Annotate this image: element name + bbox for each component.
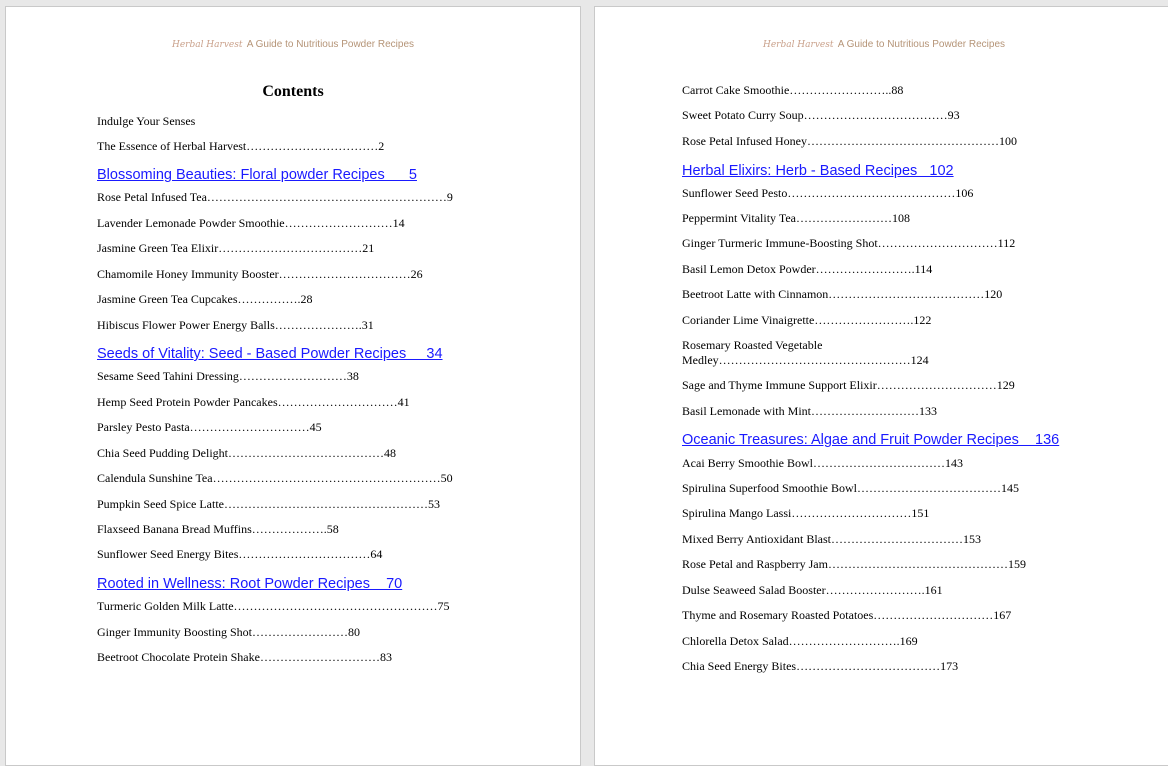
- toc-entry: Spirulina Mango Lassi…………………………151: [682, 506, 930, 520]
- toc-entry: Acai Berry Smoothie Bowl……………………………143: [682, 456, 963, 470]
- page-header: [595, 39, 1168, 50]
- toc-entry: Lavender Lemonade Powder Smoothie………………………14: [97, 216, 405, 230]
- toc-entry: Sweet Potato Curry Soup………………………………93: [682, 108, 960, 122]
- toc-title: Contents: [262, 83, 324, 100]
- toc-entry: Jasmine Green Tea Elixir………………………………21: [97, 241, 375, 255]
- toc-entry: Pumpkin Seed Spice Latte……………………………………………53: [97, 497, 440, 511]
- toc-entry: Beetroot Chocolate Protein Shake…………………………83: [97, 650, 392, 664]
- toc-entry: Beetroot Latte with Cinnamon…………………………………120: [682, 287, 1003, 301]
- toc-entry: Medley…………………………………………124: [682, 353, 929, 367]
- toc-entry: Dulse Seaweed Salad Booster…………………….161: [682, 583, 943, 597]
- toc-section-link[interactable]: Herbal Elixirs: Herb - Based Recipes 102: [682, 163, 954, 179]
- toc-entry: Sesame Seed Tahini Dressing………………………38: [97, 369, 359, 383]
- toc-entry: Flaxseed Banana Bread Muffins……………….58: [97, 522, 339, 536]
- toc-entry: Peppermint Vitality Tea……………………108: [682, 211, 910, 225]
- toc-entry: Rosemary Roasted Vegetable: [682, 338, 823, 352]
- header-text: A Guide to Nutritious Powder Recipes: [837, 39, 1006, 50]
- toc-entry: Carrot Cake Smoothie……………………..88: [682, 83, 904, 97]
- toc-section-link[interactable]: Blossoming Beauties: Floral powder Recipes 5: [97, 167, 417, 183]
- document-page-right: [594, 6, 1168, 766]
- toc-entry: Sunflower Seed Energy Bites……………………………64: [97, 547, 383, 561]
- toc-entry: Spirulina Superfood Smoothie Bowl………………………………145: [682, 481, 1019, 495]
- header-brand: Herbal Harvest: [762, 40, 834, 50]
- toc-entry: Thyme and Rosemary Roasted Potatoes…………………………167: [682, 608, 1012, 622]
- toc-entry: Basil Lemonade with Mint………………………133: [682, 404, 937, 418]
- toc-entry: Parsley Pesto Pasta…………………………45: [97, 420, 322, 434]
- toc-section-link[interactable]: Rooted in Wellness: Root Powder Recipes 70: [97, 576, 403, 592]
- toc-entry: Chia Seed Energy Bites………………………………173: [682, 659, 959, 673]
- toc-entry: Indulge Your Senses: [97, 114, 196, 128]
- toc-entry: The Essence of Herbal Harvest……………………………2: [97, 139, 385, 153]
- toc-section-link[interactable]: Seeds of Vitality: Seed - Based Powder Recipes 34: [97, 346, 443, 362]
- toc-entry: Ginger Immunity Boosting Shot……………………80: [97, 625, 361, 639]
- toc-entry: Rose Petal and Raspberry Jam………………………………………159: [682, 557, 1026, 571]
- toc-entry: Coriander Lime Vinaigrette…………………….122: [682, 313, 932, 327]
- toc-entry: Calendula Sunshine Tea…………………………………………………50: [97, 471, 453, 485]
- toc-entry: Chlorella Detox Salad……………………….169: [682, 634, 918, 648]
- header-brand: Herbal Harvest: [171, 40, 243, 50]
- toc-entry: Turmeric Golden Milk Latte……………………………………………75: [97, 599, 450, 613]
- toc-entry: Hemp Seed Protein Powder Pancakes…………………………41: [97, 395, 410, 409]
- toc-section-link[interactable]: Oceanic Treasures: Algae and Fruit Powder Recipes 136: [682, 432, 1060, 448]
- toc-entry: Chia Seed Pudding Delight…………………………………48: [97, 446, 396, 460]
- toc-entry: Rose Petal Infused Tea……………………………………………………9: [97, 190, 453, 204]
- header-text: A Guide to Nutritious Powder Recipes: [246, 39, 415, 50]
- toc-entry: Sage and Thyme Immune Support Elixir…………………………129: [682, 378, 1015, 392]
- toc-entry: Sunflower Seed Pesto……………………………………106: [682, 186, 974, 200]
- toc-entry: Mixed Berry Antioxidant Blast……………………………153: [682, 532, 981, 546]
- toc-entry: Ginger Turmeric Immune-Boosting Shot…………………………112: [682, 236, 1016, 250]
- toc-entry: Rose Petal Infused Honey…………………………………………100: [682, 134, 1017, 148]
- page-header: [6, 39, 580, 50]
- toc-entry: Basil Lemon Detox Powder…………………….114: [682, 262, 933, 276]
- toc-entry: Chamomile Honey Immunity Booster……………………………26: [97, 267, 423, 281]
- document-page-left: [5, 6, 581, 766]
- toc-entry: Jasmine Green Tea Cupcakes…………….28: [97, 292, 313, 306]
- toc-entry: Hibiscus Flower Power Energy Balls………………….31: [97, 318, 374, 332]
